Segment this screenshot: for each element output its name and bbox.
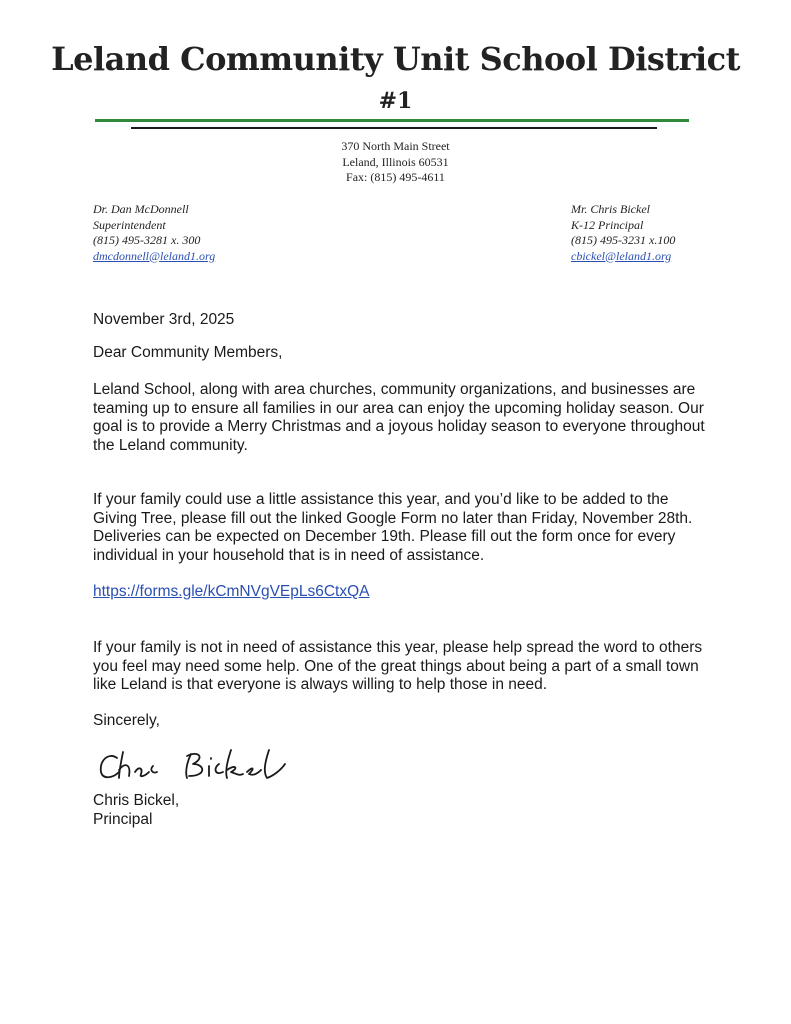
letter-date: November 3rd, 2025 bbox=[93, 311, 235, 328]
signer-block bbox=[93, 792, 713, 829]
address-street: 370 North Main Street bbox=[341, 139, 450, 153]
paragraph-intro: Leland School, along with area churches, community organizations, and businesses are teaming up to ensure all families in our area can enjoy the upcoming holiday season. Our goal is to provide a Merry Christmas and a joyous holiday season to everyone throughout the Leland community. bbox=[93, 381, 705, 454]
google-form-link[interactable]: https://forms.gle/kCmNVgVEpLs6CtxQA bbox=[93, 583, 370, 600]
paragraph-spread-word: If your family is not in need of assistance this year, please help spread the word to others you feel may need some help. One of the great things about being a part of a small town like Leland is that everyone is always willing to help those in need. bbox=[93, 639, 703, 694]
superintendent-email-link[interactable]: dmcdonnell@leland1.org bbox=[93, 248, 216, 263]
address-fax: Fax: (815) 495-4611 bbox=[346, 170, 445, 184]
handwritten-signature bbox=[95, 744, 295, 786]
principal-name: Mr. Chris Bickel bbox=[571, 202, 650, 216]
header-rule-black bbox=[131, 127, 657, 129]
principal-email-link[interactable]: cbickel@leland1.org bbox=[571, 248, 672, 263]
district-title: Leland Community Unit School District bbox=[51, 40, 740, 78]
letter-greeting: Dear Community Members, bbox=[93, 344, 283, 361]
paragraph-giving-tree: If your family could use a little assistance this year, and you’d like to be added to the Giving Tree, please fill out the linked Google Form no later than Friday, November 28th. Deliveries can be expected on December 19th. Please fill out the form once for every individual in your household that is in need of assistance. bbox=[93, 491, 693, 564]
superintendent-phone: (815) 495-3281 x. 300 bbox=[93, 233, 201, 247]
signer-title: Principal bbox=[93, 810, 153, 828]
school-address bbox=[0, 139, 791, 186]
superintendent-name: Dr. Dan McDonnell bbox=[93, 202, 189, 216]
superintendent-contact bbox=[93, 202, 215, 264]
letter-closing: Sincerely, bbox=[93, 712, 160, 729]
district-number: #1 bbox=[378, 88, 413, 114]
principal-contact bbox=[571, 202, 675, 264]
signer-name: Chris Bickel, bbox=[93, 792, 180, 809]
address-city: Leland, Illinois 60531 bbox=[342, 154, 449, 169]
header-rule-green bbox=[95, 119, 689, 122]
principal-phone: (815) 495-3231 x.100 bbox=[571, 233, 676, 247]
principal-role: K-12 Principal bbox=[571, 217, 644, 232]
superintendent-role: Superintendent bbox=[93, 217, 166, 232]
